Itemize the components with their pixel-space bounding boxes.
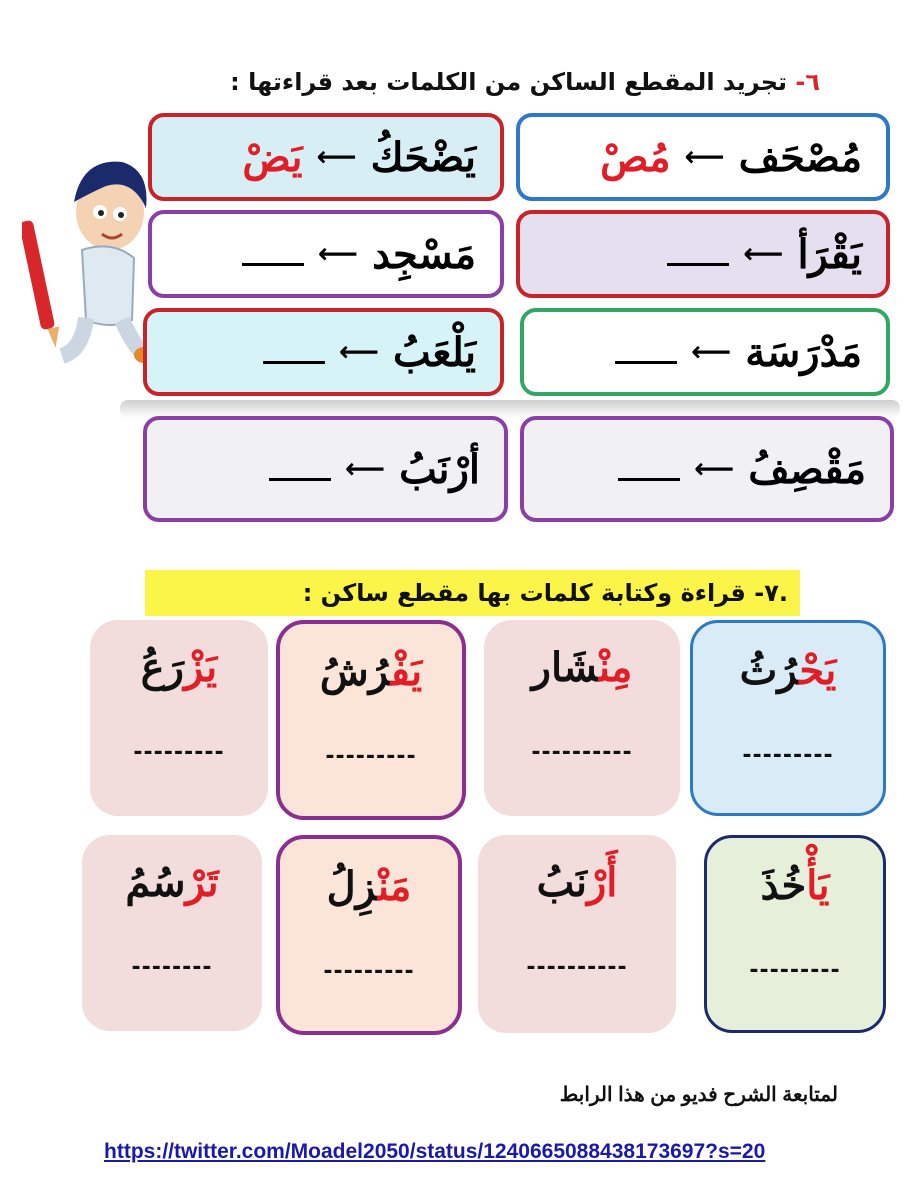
word-card-7 [276, 835, 462, 1035]
answer-dashes[interactable]: -------- [131, 955, 213, 980]
word-box-8 [143, 416, 508, 522]
word-box-1 [516, 113, 890, 201]
follow-text: لمتابعة الشرح فديو من هذا الرابط [559, 1084, 838, 1106]
arrow-icon: ⟵ [684, 140, 725, 173]
word-card-5 [704, 835, 886, 1033]
arrow-icon: ⟵ [694, 452, 735, 485]
word-box-7 [520, 416, 894, 522]
answer-blank[interactable] [615, 341, 677, 364]
arrow-icon: ⟵ [317, 237, 359, 270]
card-word: مَنْزِلُ [326, 863, 412, 910]
answer-blank[interactable] [618, 458, 680, 481]
word-box-4 [148, 210, 504, 298]
arrow-icon: ⟵ [743, 237, 784, 270]
answer-dashes[interactable]: --------- [325, 744, 417, 769]
word-card-3 [276, 620, 466, 820]
word-box-6 [143, 308, 504, 396]
section-6-number: ٦- [795, 68, 820, 96]
card-word: يَأْخُذَ [760, 862, 830, 909]
word: مُصْحَف [738, 133, 862, 181]
word: يَلْعَبُ [393, 328, 476, 376]
answer-blank[interactable] [242, 243, 304, 266]
answer-dashes[interactable]: ---------- [531, 740, 633, 765]
word-box-2 [148, 113, 504, 201]
word-card-8 [82, 835, 262, 1031]
word-card-1 [690, 620, 886, 816]
card-word: مِنْشَار [531, 644, 633, 691]
word: يَقْرَأ [797, 230, 862, 278]
card-word: يَفْرُشُ [319, 648, 423, 695]
answer-blank[interactable] [263, 341, 325, 364]
answer: مُصْ [600, 133, 671, 181]
section-7-title: .٧- قراءة وكتابة كلمات بها مقطع ساكن : [145, 570, 800, 616]
word: مَقْصِفُ [748, 445, 866, 493]
word: مَسْجِد [372, 230, 476, 278]
card-word: يَحْرُثُ [739, 647, 837, 694]
card-word: تَرْسُمُ [125, 859, 219, 906]
card-word: أَرْنَبُ [536, 859, 618, 906]
word-box-3 [516, 210, 890, 298]
section-6-title-text: تجريد المقطع الساكن من الكلمات بعد قراءتها : [230, 68, 788, 96]
word-box-5 [520, 308, 890, 396]
answer-dashes[interactable]: --------- [742, 743, 834, 768]
word: أرْنَبُ [399, 445, 480, 493]
arrow-icon: ⟵ [338, 335, 380, 368]
word-card-2 [484, 620, 680, 816]
answer-blank[interactable] [667, 243, 729, 266]
answer-blank[interactable] [269, 458, 331, 481]
word-card-6 [478, 835, 676, 1033]
answer: يَضْ [242, 133, 303, 181]
arrow-icon: ⟵ [316, 140, 357, 173]
arrow-icon: ⟵ [345, 452, 386, 485]
section-6-title [140, 68, 820, 96]
word-card-4 [90, 620, 268, 816]
word: يَضْحَكُ [370, 133, 476, 181]
word: مَدْرَسَة [745, 328, 862, 376]
answer-dashes[interactable]: --------- [749, 958, 841, 983]
arrow-icon: ⟵ [691, 335, 732, 368]
answer-dashes[interactable]: --------- [133, 740, 225, 765]
answer-dashes[interactable]: ---------- [526, 955, 628, 980]
boy-illustration [22, 150, 147, 370]
answer-dashes[interactable]: --------- [323, 959, 415, 984]
card-word: يَزْرَعُ [140, 644, 218, 691]
twitter-link[interactable]: https://twitter.com/Moadel2050/status/1240665088438173697?s=20 [104, 1140, 766, 1163]
